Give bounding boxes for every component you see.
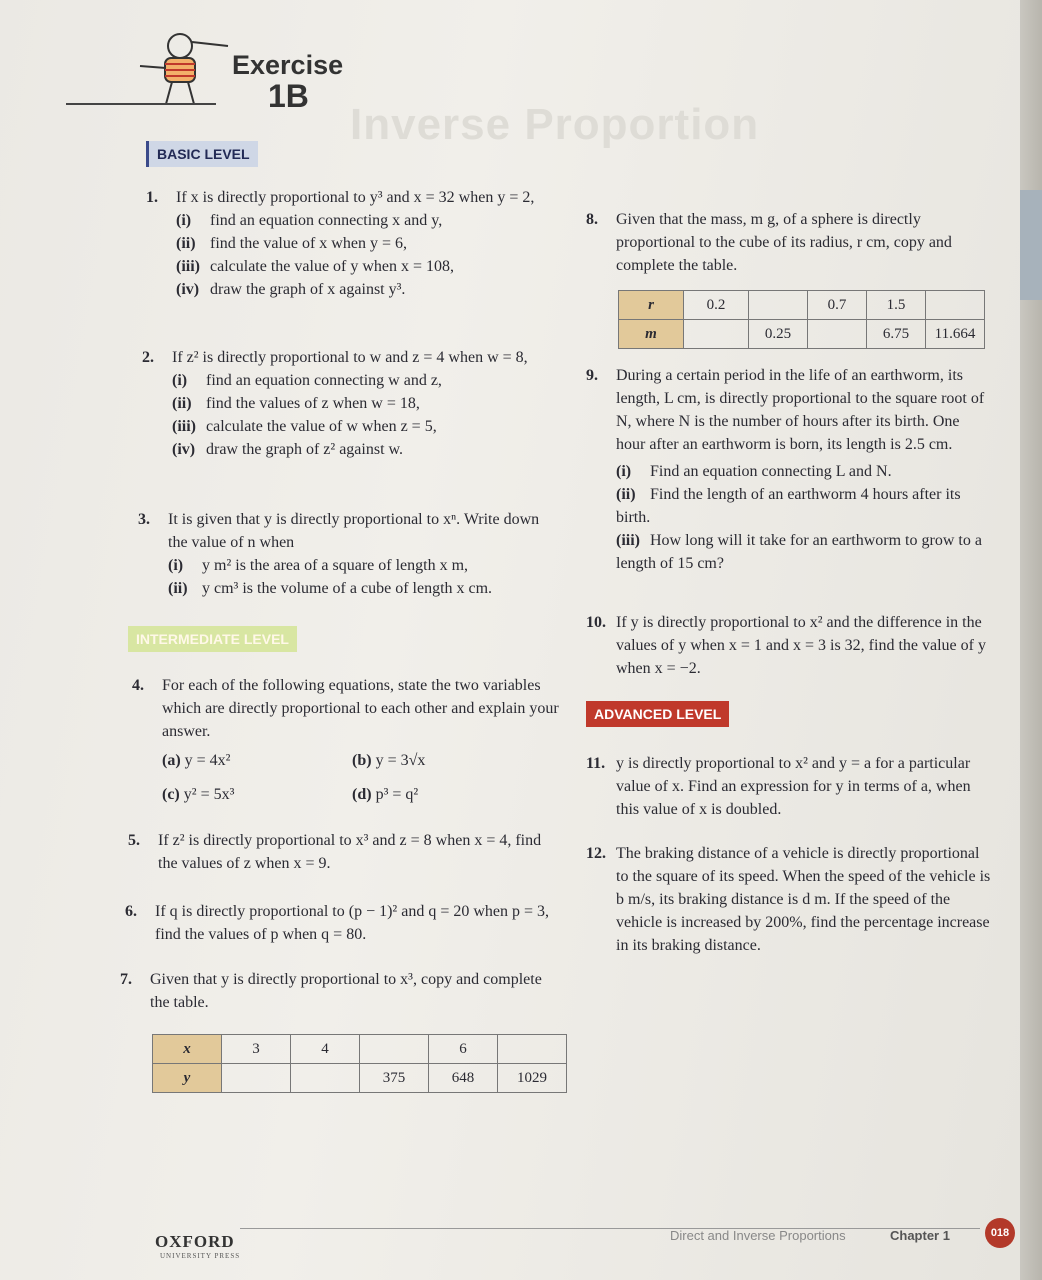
question-number: 12.	[586, 845, 606, 862]
q8-table	[618, 290, 985, 349]
table-cell: 3	[222, 1035, 291, 1064]
question-12	[586, 842, 994, 957]
question-text: The braking distance of a vehicle is directly proportional to the square of its speed. When the speed of the vehicle is b m/s, its braking distance is d m. If the speed of the vehicle is increased by 200%, find the percentage increase in its braking distance.	[616, 845, 991, 954]
table-row	[153, 1064, 567, 1093]
sub-item: (ii) find the value of x when y = 6,	[176, 235, 407, 252]
page-edge-tab	[1020, 190, 1042, 300]
question-5	[128, 829, 560, 875]
publisher-logo: OXFORD	[155, 1232, 235, 1251]
question-number: 11.	[586, 755, 606, 772]
question-4	[132, 674, 560, 813]
ghost-chapter-title: Inverse Proportion	[350, 100, 760, 149]
table-cell: 1.5	[867, 291, 926, 320]
question-number: 7.	[120, 971, 132, 988]
table-header-cell: x	[153, 1035, 222, 1064]
question-text: If y is directly proportional to x² and the difference in the values of y when x = 1 and x = 3 is 32, find the value of y when x = −2.	[616, 614, 986, 677]
table-cell	[749, 291, 808, 320]
table-cell: 0.2	[684, 291, 749, 320]
question-number: 2.	[142, 349, 154, 366]
table-cell: 6.75	[867, 320, 926, 349]
table-cell	[498, 1035, 567, 1064]
footer-rule	[240, 1228, 980, 1229]
sub-item: (iii) calculate the value of w when z = 5,	[172, 418, 437, 435]
footer-section-title: Direct and Inverse Proportions	[670, 1228, 846, 1243]
question-11	[586, 752, 994, 821]
question-number: 4.	[132, 677, 144, 694]
table-row	[153, 1035, 567, 1064]
table-cell: 6	[429, 1035, 498, 1064]
question-number: 3.	[138, 511, 150, 528]
table-cell: 375	[360, 1064, 429, 1093]
table-cell: 0.25	[749, 320, 808, 349]
table-cell: 4	[291, 1035, 360, 1064]
table-cell	[360, 1035, 429, 1064]
table-cell	[926, 291, 985, 320]
question-text: If z² is directly proportional to x³ and z = 8 when x = 4, find the values of z when x = 9.	[158, 832, 542, 872]
sub-item: (i) find an equation connecting w and z,	[172, 372, 442, 389]
sub-item: (iii) calculate the value of y when x = 108,	[176, 258, 455, 275]
sub-item: (i) Find an equation connecting L and N.	[616, 463, 892, 480]
exercise-title: Exercise	[232, 50, 344, 80]
table-row	[619, 320, 985, 349]
page-number-badge: 018	[985, 1218, 1015, 1248]
question-10	[586, 611, 994, 680]
intermediate-level-badge: INTERMEDIATE LEVEL	[128, 626, 297, 652]
question-text: If x is directly proportional to y³ and x = 32 when y = 2,	[176, 189, 535, 206]
question-1	[146, 186, 561, 301]
header-rule	[66, 103, 216, 105]
sub-item: (iii) How long will it take for an earthworm to grow to a length of 15 cm?	[616, 532, 982, 572]
table-cell: 1029	[498, 1064, 567, 1093]
question-text: For each of the following equations, state the two variables which are directly proportional to each other and explain your answer.	[162, 677, 559, 740]
question-7	[120, 968, 560, 1014]
question-3	[138, 508, 558, 600]
question-number: 5.	[128, 832, 140, 849]
table-cell	[684, 320, 749, 349]
question-8	[586, 208, 990, 277]
sub-item: (ii) y cm³ is the volume of a cube of length x cm.	[168, 580, 493, 597]
advanced-level-badge: ADVANCED LEVEL	[586, 701, 729, 727]
question-number: 10.	[586, 614, 606, 631]
publisher-subtitle: UNIVERSITY PRESS	[160, 1252, 241, 1260]
table-cell	[291, 1064, 360, 1093]
q7-table	[152, 1034, 567, 1093]
table-cell	[808, 320, 867, 349]
question-text: y is directly proportional to x² and y = a for a particular value of x. Find an expression for y in terms of a, when this value of x is doubled.	[616, 755, 971, 818]
question-text: Given that y is directly proportional to x³, copy and complete the table.	[150, 971, 542, 1011]
question-text: If q is directly proportional to (p − 1)² and q = 20 when p = 3, find the values of p when q = 80.	[155, 903, 550, 943]
table-header-cell: y	[153, 1064, 222, 1093]
sub-item: (ii) find the values of z when w = 18,	[172, 395, 420, 412]
table-cell: 11.664	[926, 320, 985, 349]
sub-item: (iv) draw the graph of z² against w.	[172, 441, 404, 458]
table-cell: 0.7	[808, 291, 867, 320]
table-cell	[222, 1064, 291, 1093]
question-2	[142, 346, 560, 461]
mascot-illustration	[120, 28, 230, 108]
table-cell: 648	[429, 1064, 498, 1093]
question-number: 8.	[586, 211, 598, 228]
question-text: If z² is directly proportional to w and z = 4 when w = 8,	[172, 349, 528, 366]
question-text: It is given that y is directly proportional to xⁿ. Write down the value of n when	[168, 511, 540, 551]
question-number: 6.	[125, 903, 137, 920]
footer-chapter: Chapter 1	[890, 1228, 950, 1243]
table-header-cell: m	[619, 320, 684, 349]
question-text: Given that the mass, m g, of a sphere is directly proportional to the cube of its radius, r cm, copy and complete the table.	[616, 211, 952, 274]
sub-item: (i) y m² is the area of a square of length x m,	[168, 557, 469, 574]
basic-level-badge: BASIC LEVEL	[146, 141, 258, 167]
question-9	[586, 364, 990, 575]
sub-item: (i) find an equation connecting x and y,	[176, 212, 443, 229]
sub-item: (ii) Find the length of an earthworm 4 hours after its birth.	[616, 486, 961, 526]
question-number: 1.	[146, 189, 158, 206]
question-number: 9.	[586, 367, 598, 384]
table-row	[619, 291, 985, 320]
sub-item: (iv) draw the graph of x against y³.	[176, 281, 406, 298]
question-text: During a certain period in the life of an earthworm, its length, L cm, is directly proportional to the square root of N, where N is the number of hours after its birth. One hour after an earthworm is born, its length is 2.5 cm.	[616, 367, 985, 453]
options-grid: (a) y = 4x² (b) y = 3√x (c) y² = 5x³ (d) p³ = q²	[162, 752, 426, 803]
exercise-number: 1B	[268, 78, 309, 114]
table-header-cell: r	[619, 291, 684, 320]
question-6	[125, 900, 560, 946]
